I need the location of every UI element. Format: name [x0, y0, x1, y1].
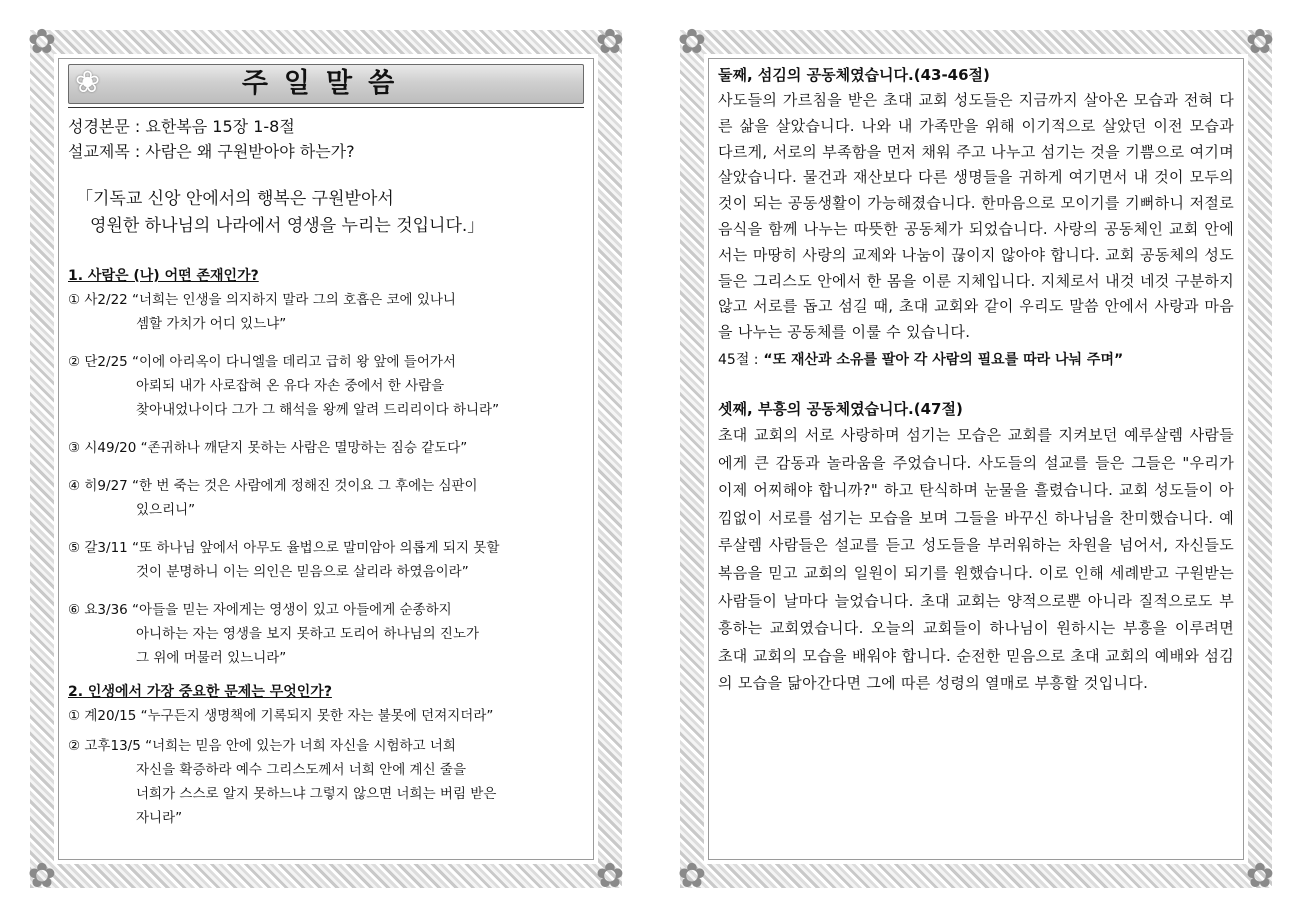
verse-quote [718, 348, 1234, 372]
verse-item: ① 계20/15 “누구든지 생명책에 기록되지 못한 자는 불못에 던져지더라” [68, 708, 494, 724]
right-page [677, 22, 1275, 896]
title-divider [68, 107, 584, 108]
flower-corner-icon: ✿ [595, 22, 625, 62]
flower-corner-icon: ✿ [677, 22, 707, 62]
quote-reference: 45절 : [718, 351, 759, 368]
verse-item: ⑤ 갈3/11 “또 하나님 앞에서 아무도 율법으로 말미암아 의롭게 되지 못할 것이 분명하니 이는 의인은 믿음으로 살리라 하였음이라” [68, 540, 500, 580]
summary-line: 영원한 하나님의 나라에서 영생을 누리는 것입니다.」 [90, 216, 485, 236]
title-banner [68, 64, 584, 104]
sermon-summary [76, 186, 584, 240]
right-content [718, 64, 1234, 856]
section-heading: 1. 사람은 (나) 어떤 존재인가? [68, 268, 259, 284]
left-content [68, 64, 584, 856]
body-paragraph: 사도들의 가르침을 받은 초대 교회 성도들은 지금까지 살아온 모습과 전혀 다른 삶을 살았습니다. 나와 내 가족만을 위해 이기적으로 살았던 이전 모습과 다르게, 서로의 부족함을 먼저 채워 주고 나누고 섬기는 것을 기쁨으로 여기며 살았습니다. 물건과 재산보다 다른 생명들을 귀하게 여기면서 내 것이 모두의 것이 되는 공동생활이 가능해졌습니다. 한마음으로 모이기를 기뻐하니 저절로 음식을 함께 나누는 따뜻한 공동체가 되었습니다. 사랑의 공동체인 교회 안에서는 마땅히 사랑의 교제와 나눔이 끊이지 않아야 합니다. 교회 공동체의 성도들은 그리스도 안에서 한 몸을 이룬 지체입니다. 지체로서 내것 네것 구분하지 않고 서로를 돕고 섬길 때, 초대 교회와 같이 우리도 말씀 안에서 사랑과 마음을 나누는 공동체를 이룰 수 있습니다. [718, 91, 1234, 342]
verse-item: ② 단2/25 “이에 아리옥이 다니엘을 데리고 급히 왕 앞에 들어가서 아뢰되 내가 사로잡혀 온 유다 자손 중에서 한 사람을 찾아내었나이다 그가 그 해석을 왕께 알려 드리리이다 하니라” [68, 354, 500, 418]
verse-item: ⑥ 요3/36 “아들을 믿는 자에게는 영생이 있고 아들에게 순종하지 아니하는 자는 영생을 보지 못하고 도리어 하나님의 진노가 그 위에 머물러 있느니라” [68, 602, 480, 666]
daisy-icon: ❀ [75, 65, 101, 100]
verse-item: ④ 히9/27 “한 번 죽는 것은 사람에게 정해진 것이요 그 후에는 심판이 있으리니” [68, 478, 478, 518]
flower-corner-icon: ✿ [1245, 856, 1275, 896]
section-heading-third: 셋째, 부흥의 공동체였습니다.(47절) [718, 399, 963, 418]
flower-corner-icon: ✿ [1245, 22, 1275, 62]
section-heading-second: 둘째, 섬김의 공동체였습니다.(43-46절) [718, 66, 990, 84]
section-heading: 2. 인생에서 가장 중요한 문제는 무엇인가? [68, 684, 332, 700]
sermon-title: 설교제목 : 사람은 왜 구원받아야 하는가? [68, 142, 355, 161]
flower-corner-icon: ✿ [677, 856, 707, 896]
verse-item: ① 사2/22 “너희는 인생을 의지하지 말라 그의 호흡은 코에 있나니 셈할 가치가 어디 있느냐” [68, 292, 456, 332]
summary-line: 「기독교 신앙 안에서의 행복은 구원받아서 [76, 189, 394, 209]
quote-text: “또 재산과 소유를 팔아 각 사람의 필요를 따라 나눠 주며” [763, 351, 1124, 368]
left-page [27, 22, 625, 896]
scripture-reference: 성경본문 : 요한복음 15장 1-8절 [68, 117, 295, 136]
verse-item: ③ 시49/20 “존귀하나 깨닫지 못하는 사람은 멸망하는 짐승 같도다” [68, 440, 468, 456]
body-paragraph: 초대 교회의 서로 사랑하며 섬기는 모습은 교회를 지켜보던 예루살렘 사람들에게 큰 감동과 놀라움을 주었습니다. 사도들의 설교를 들은 그들은 "우리가 이제 어찌해야 합니까?" 하고 탄식하며 눈물을 흘렸습니다. 교회 성도들이 아낌없이 서로를 섬기는 모습을 보며 그들을 바꾸신 하나님을 찬미했습니다. 예루살렘 사람들은 설교를 듣고 성도들을 부러워하는 차원을 넘어서, 자신들도 복음을 믿고 교회의 일원이 되기를 원했습니다. 이로 인해 세례받고 구원받는 사람들이 날마다 늘었습니다. 초대 교회는 양적으로뿐 아니라 질적으로도 부흥하는 교회였습니다. 오늘의 교회들이 하나님이 원하시는 부흥을 이루려면 초대 교회의 모습을 배워야 합니다. 순전한 믿음으로 초대 교회의 예배와 섬김의 모습을 닮아간다면 그에 따른 성령의 열매로 부흥할 것입니다. [718, 425, 1234, 693]
flower-corner-icon: ✿ [27, 22, 57, 62]
verse-item: ② 고후13/5 “너희는 믿음 안에 있는가 너희 자신을 시험하고 너희 자신을 확증하라 예수 그리스도께서 너희 안에 계신 줄을 너희가 스스로 알지 못하느냐 그렇지 않으면 너희는 버림 받은 자니라” [68, 738, 497, 826]
page-title: 주일말씀 [241, 68, 411, 99]
flower-corner-icon: ✿ [27, 856, 57, 896]
flower-corner-icon: ✿ [595, 856, 625, 896]
